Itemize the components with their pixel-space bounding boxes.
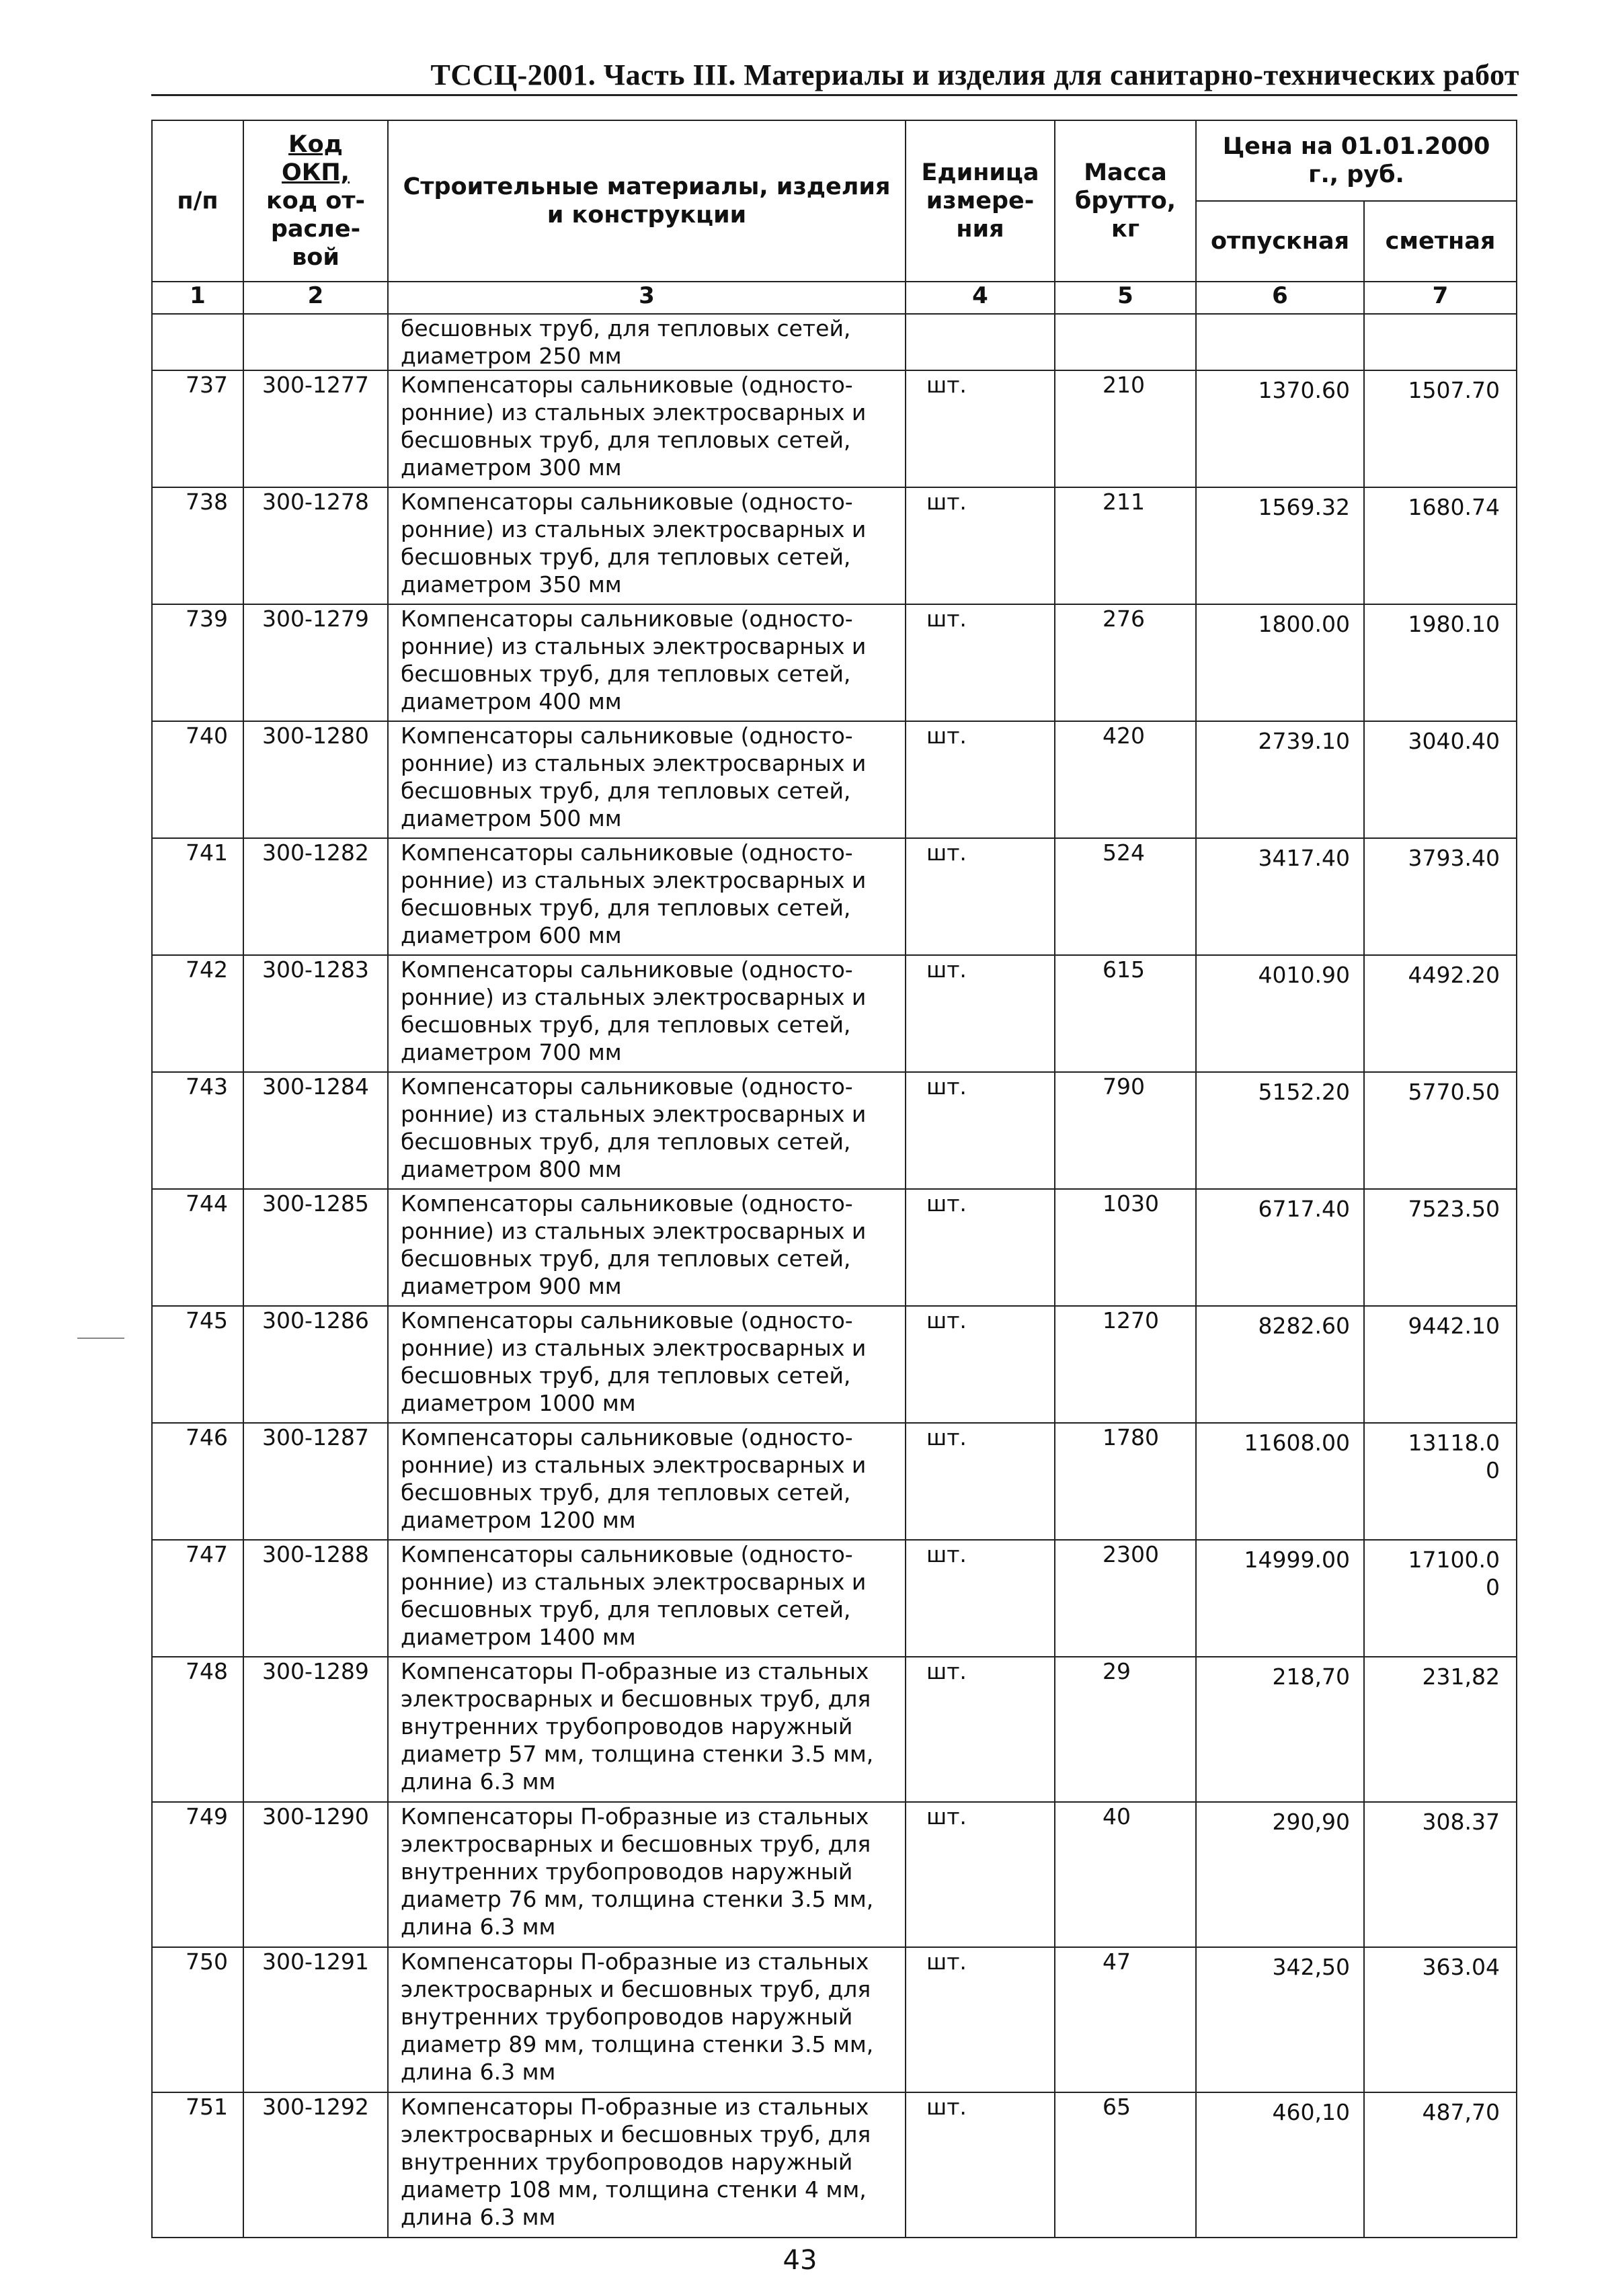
table-row xyxy=(152,1306,1517,1423)
row-unit: шт. xyxy=(906,955,1055,1072)
row-unit: шт. xyxy=(906,2092,1055,2238)
row-code: 300-1289 xyxy=(243,1657,388,1802)
materials-price-table xyxy=(151,120,1517,2238)
header-mass: Масса брутто, кг xyxy=(1055,120,1196,282)
row-unit: шт. xyxy=(906,1802,1055,1947)
row-mass: 420 xyxy=(1055,721,1196,838)
row-mass: 29 xyxy=(1055,1657,1196,1802)
header-price-estimate: сметная xyxy=(1364,201,1517,282)
row-description: Компенсаторы сальниковые (односто- ронние) из стальных электросварных и бесшовных труб, для тепловых сетей, диаметром 400 мм xyxy=(388,604,906,721)
row-mass: 1270 xyxy=(1055,1306,1196,1423)
row-price-estimate: 487,70 xyxy=(1364,2092,1517,2238)
row-price-release: 14999.00 xyxy=(1196,1540,1364,1657)
column-number: 3 xyxy=(388,282,906,314)
row-mass: 211 xyxy=(1055,487,1196,604)
row-code: 300-1286 xyxy=(243,1306,388,1423)
table-row xyxy=(152,2092,1517,2238)
row-description: Компенсаторы сальниковые (односто- ронние) из стальных электросварных и бесшовных труб, для тепловых сетей, диаметром 300 мм xyxy=(388,370,906,487)
row-mass: 40 xyxy=(1055,1802,1196,1947)
row-price-estimate: 1507.70 xyxy=(1364,370,1517,487)
table-row xyxy=(152,1947,1517,2092)
table-row xyxy=(152,838,1517,955)
header-code: Код ОКП, код от- расле- вой xyxy=(243,120,388,282)
row-number: 739 xyxy=(152,604,243,721)
header-num: п/п xyxy=(152,120,243,282)
row-price-release: 6717.40 xyxy=(1196,1189,1364,1306)
table-row xyxy=(152,370,1517,487)
row-description: Компенсаторы П-образные из стальных электросварных и бесшовных труб, для внутренних трубопроводов наружный диаметр 76 мм, толщина стенки 3.5 мм, длина 6.3 мм xyxy=(388,1802,906,1947)
table-row xyxy=(152,721,1517,838)
row-number: 746 xyxy=(152,1423,243,1540)
row-description: Компенсаторы сальниковые (односто- ронние) из стальных электросварных и бесшовных труб, для тепловых сетей, диаметром 900 мм xyxy=(388,1189,906,1306)
document-title: ТССЦ-2001. Часть III. Материалы и изделия для санитарно-технических работ xyxy=(430,58,1519,91)
row-number: 750 xyxy=(152,1947,243,2092)
column-number-row xyxy=(152,282,1517,314)
row-price-estimate: 3040.40 xyxy=(1364,721,1517,838)
row-price-estimate: 4492.20 xyxy=(1364,955,1517,1072)
row-code: 300-1285 xyxy=(243,1189,388,1306)
row-unit: шт. xyxy=(906,721,1055,838)
row-mass: 2300 xyxy=(1055,1540,1196,1657)
header-unit: Единица измере-ния xyxy=(906,120,1055,282)
row-code: 300-1282 xyxy=(243,838,388,955)
row-price-release: 290,90 xyxy=(1196,1802,1364,1947)
row-unit: шт. xyxy=(906,1657,1055,1802)
row-description: Компенсаторы сальниковые (односто- ронние) из стальных электросварных и бесшовных труб, для тепловых сетей, диаметром 600 мм xyxy=(388,838,906,955)
row-unit: шт. xyxy=(906,1540,1055,1657)
row-number: 741 xyxy=(152,838,243,955)
header-materials: Строительные материалы, изделия и конструкции xyxy=(388,120,906,282)
row-price-release: 342,50 xyxy=(1196,1947,1364,2092)
row-mass: 1030 xyxy=(1055,1189,1196,1306)
row-description: Компенсаторы П-образные из стальных электросварных и бесшовных труб, для внутренних трубопроводов наружный диаметр 57 мм, толщина стенки 3.5 мм, длина 6.3 мм xyxy=(388,1657,906,1802)
row-unit: шт. xyxy=(906,370,1055,487)
row-price-release: 1370.60 xyxy=(1196,370,1364,487)
row-code: 300-1291 xyxy=(243,1947,388,2092)
row-mass: 790 xyxy=(1055,1072,1196,1189)
row-price-estimate: 3793.40 xyxy=(1364,838,1517,955)
row-code: 300-1280 xyxy=(243,721,388,838)
row-code: 300-1278 xyxy=(243,487,388,604)
row-price-estimate: 5770.50 xyxy=(1364,1072,1517,1189)
row-unit: шт. xyxy=(906,1072,1055,1189)
row-price-estimate: 363.04 xyxy=(1364,1947,1517,2092)
row-price-estimate: 17100.0 0 xyxy=(1364,1540,1517,1657)
column-number: 5 xyxy=(1055,282,1196,314)
column-number: 1 xyxy=(152,282,243,314)
title-divider xyxy=(151,94,1517,96)
row-price-estimate: 13118.0 0 xyxy=(1364,1423,1517,1540)
row-price-release: 1800.00 xyxy=(1196,604,1364,721)
row-mass: 210 xyxy=(1055,370,1196,487)
row-unit: шт. xyxy=(906,1947,1055,2092)
row-description: Компенсаторы сальниковые (односто- ронние) из стальных электросварных и бесшовных труб, для тепловых сетей, диаметром 700 мм xyxy=(388,955,906,1072)
row-number: 738 xyxy=(152,487,243,604)
row-code: 300-1288 xyxy=(243,1540,388,1657)
continuation-description: бесшовных труб, для тепловых сетей, диаметром 250 мм xyxy=(388,314,906,370)
row-description: Компенсаторы сальниковые (односто- ронние) из стальных электросварных и бесшовных труб, для тепловых сетей, диаметром 1000 мм xyxy=(388,1306,906,1423)
row-price-release: 3417.40 xyxy=(1196,838,1364,955)
row-price-release: 2739.10 xyxy=(1196,721,1364,838)
row-price-estimate: 231,82 xyxy=(1364,1657,1517,1802)
column-number: 6 xyxy=(1196,282,1364,314)
row-unit: шт. xyxy=(906,1189,1055,1306)
row-code: 300-1290 xyxy=(243,1802,388,1947)
table-row xyxy=(152,1657,1517,1802)
row-price-release: 1569.32 xyxy=(1196,487,1364,604)
row-price-estimate: 7523.50 xyxy=(1364,1189,1517,1306)
table-row xyxy=(152,1423,1517,1540)
row-number: 751 xyxy=(152,2092,243,2238)
row-code: 300-1287 xyxy=(243,1423,388,1540)
row-code: 300-1277 xyxy=(243,370,388,487)
row-number: 745 xyxy=(152,1306,243,1423)
page-number: 43 xyxy=(783,2245,817,2276)
row-unit: шт. xyxy=(906,604,1055,721)
row-price-estimate: 1980.10 xyxy=(1364,604,1517,721)
row-description: Компенсаторы сальниковые (односто- ронние) из стальных электросварных и бесшовных труб, для тепловых сетей, диаметром 350 мм xyxy=(388,487,906,604)
table-row xyxy=(152,1072,1517,1189)
row-mass: 65 xyxy=(1055,2092,1196,2238)
row-mass: 47 xyxy=(1055,1947,1196,2092)
row-price-release: 218,70 xyxy=(1196,1657,1364,1802)
row-mass: 615 xyxy=(1055,955,1196,1072)
row-price-estimate: 9442.10 xyxy=(1364,1306,1517,1423)
header-price-release: отпускная xyxy=(1196,201,1364,282)
row-mass: 276 xyxy=(1055,604,1196,721)
row-description: Компенсаторы П-образные из стальных электросварных и бесшовных труб, для внутренних трубопроводов наружный диаметр 89 мм, толщина стенки 3.5 мм, длина 6.3 мм xyxy=(388,1947,906,2092)
table-row xyxy=(152,1189,1517,1306)
row-description: Компенсаторы П-образные из стальных электросварных и бесшовных труб, для внутренних трубопроводов наружный диаметр 108 мм, толщина стенки 4 мм, длина 6.3 мм xyxy=(388,2092,906,2238)
row-description: Компенсаторы сальниковые (односто- ронние) из стальных электросварных и бесшовных труб, для тепловых сетей, диаметром 1200 мм xyxy=(388,1423,906,1540)
row-mass: 524 xyxy=(1055,838,1196,955)
row-price-release: 460,10 xyxy=(1196,2092,1364,2238)
table-row xyxy=(152,1802,1517,1947)
row-number: 743 xyxy=(152,1072,243,1189)
table-row xyxy=(152,955,1517,1072)
table-row xyxy=(152,487,1517,604)
row-code: 300-1292 xyxy=(243,2092,388,2238)
row-description: Компенсаторы сальниковые (односто- ронние) из стальных электросварных и бесшовных труб, для тепловых сетей, диаметром 800 мм xyxy=(388,1072,906,1189)
column-number: 7 xyxy=(1364,282,1517,314)
row-number: 748 xyxy=(152,1657,243,1802)
row-description: Компенсаторы сальниковые (односто- ронние) из стальных электросварных и бесшовных труб, для тепловых сетей, диаметром 1400 мм xyxy=(388,1540,906,1657)
row-code: 300-1284 xyxy=(243,1072,388,1189)
row-unit: шт. xyxy=(906,838,1055,955)
header-price-group: Цена на 01.01.2000 г., руб. xyxy=(1196,120,1517,201)
row-price-release: 4010.90 xyxy=(1196,955,1364,1072)
row-mass: 1780 xyxy=(1055,1423,1196,1540)
row-number: 742 xyxy=(152,955,243,1072)
row-number: 740 xyxy=(152,721,243,838)
row-price-release: 11608.00 xyxy=(1196,1423,1364,1540)
row-code: 300-1279 xyxy=(243,604,388,721)
column-number: 4 xyxy=(906,282,1055,314)
row-price-estimate: 308.37 xyxy=(1364,1802,1517,1947)
row-price-release: 8282.60 xyxy=(1196,1306,1364,1423)
continuation-row xyxy=(152,314,1517,370)
row-code: 300-1283 xyxy=(243,955,388,1072)
row-number: 744 xyxy=(152,1189,243,1306)
scan-artifact xyxy=(77,1338,124,1339)
row-unit: шт. xyxy=(906,1423,1055,1540)
table-row xyxy=(152,1540,1517,1657)
row-price-estimate: 1680.74 xyxy=(1364,487,1517,604)
row-unit: шт. xyxy=(906,1306,1055,1423)
row-number: 749 xyxy=(152,1802,243,1947)
row-description: Компенсаторы сальниковые (односто- ронние) из стальных электросварных и бесшовных труб, для тепловых сетей, диаметром 500 мм xyxy=(388,721,906,838)
column-number: 2 xyxy=(243,282,388,314)
row-unit: шт. xyxy=(906,487,1055,604)
row-number: 747 xyxy=(152,1540,243,1657)
row-number: 737 xyxy=(152,370,243,487)
table-row xyxy=(152,604,1517,721)
row-price-release: 5152.20 xyxy=(1196,1072,1364,1189)
